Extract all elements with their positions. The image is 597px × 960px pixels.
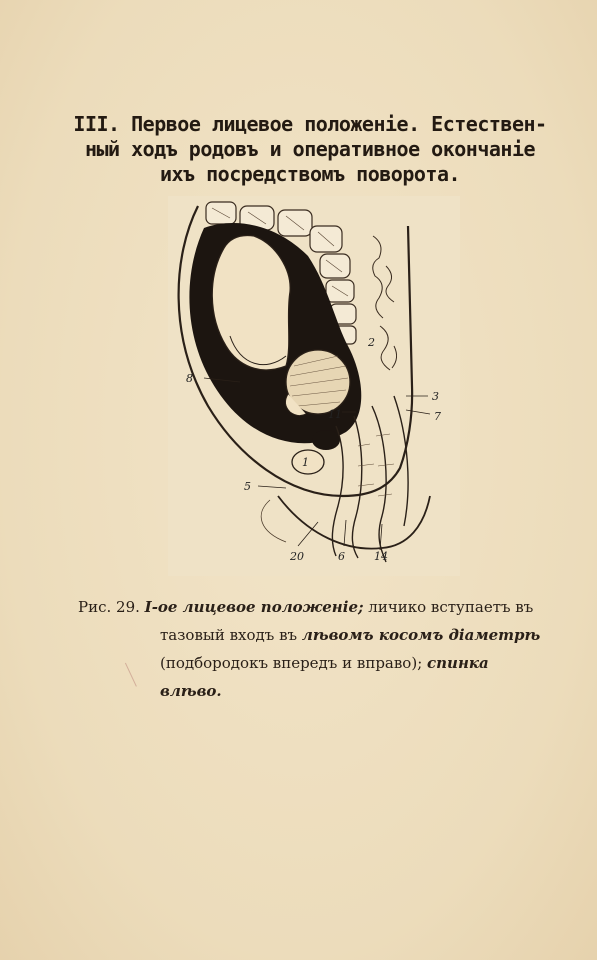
caption-line-1 — [78, 593, 556, 621]
caption-text-2: тазовый входъ въ — [160, 626, 302, 644]
figure-label-8: 8 — [186, 372, 193, 385]
heading-line-3: ихъ посредствомъ поворота. — [159, 162, 461, 186]
caption-line-2 — [78, 621, 556, 649]
figure-label-14: 14 — [374, 550, 388, 563]
chapter-heading — [60, 112, 560, 187]
caption-emphasis-4: влѣво. — [160, 682, 222, 700]
caption-line-3 — [78, 649, 556, 677]
caption-text-3: (подбородокъ впередъ и вправо); — [160, 654, 428, 672]
figure-label-7: 7 — [434, 410, 441, 423]
figure-label-5: 5 — [244, 480, 251, 493]
figure-label-20: 20 — [290, 550, 304, 563]
caption-emphasis-1: I-ое лицевое положеніе; — [144, 598, 364, 616]
figure-label-2: 2 — [368, 336, 375, 349]
figure-label-1: 1 — [302, 456, 309, 469]
caption-line-4 — [78, 677, 556, 705]
anatomical-illustration — [168, 196, 460, 576]
caption-emphasis-3: спинка — [427, 654, 489, 672]
figure-caption — [78, 593, 556, 705]
figure-label-6: 6 — [338, 550, 345, 563]
caption-text-1: личико вступаетъ въ — [363, 598, 534, 616]
heading-line-1: III. Первое лицевое положеніе. Естествен- — [73, 112, 547, 136]
heading-line-2: ный ходъ родовъ и оперативное окончаніе — [84, 137, 536, 161]
face-presentation-drawing — [168, 196, 460, 576]
bladder — [312, 430, 340, 450]
caption-prefix: Рис. 29. — [78, 598, 140, 616]
figure-label-3: 3 — [432, 390, 439, 403]
figure-label-11: 11 — [328, 408, 342, 421]
caption-emphasis-2: лѣвомъ косомъ діаметрѣ — [301, 626, 541, 644]
